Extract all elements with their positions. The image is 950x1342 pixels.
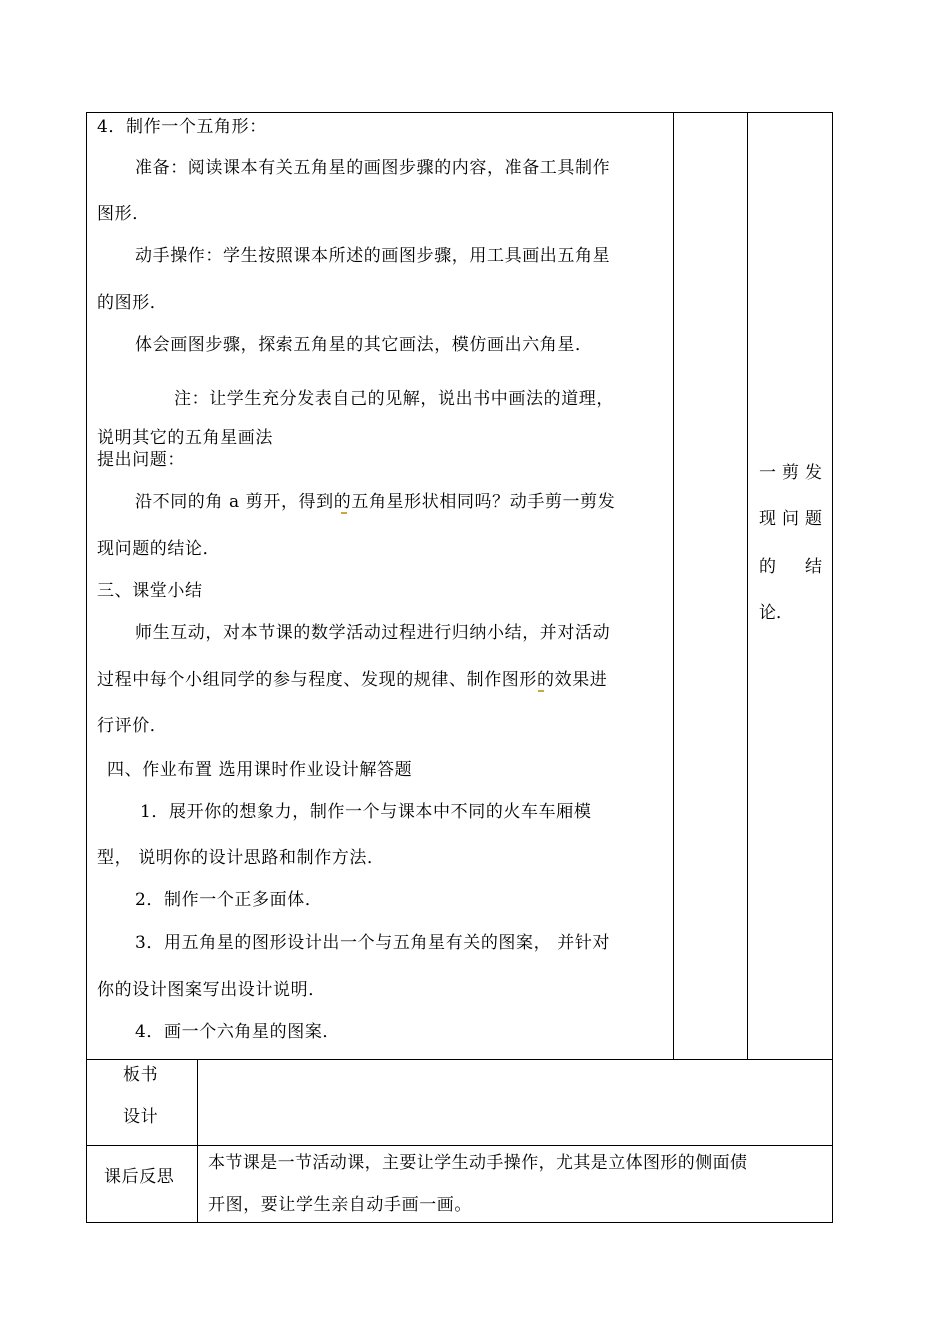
label-column-divider <box>197 1059 198 1223</box>
content-line: 过程中每个小组同学的参与程度、发现的规律、制作图形的效果进 <box>97 670 608 690</box>
content-line: 4．制作一个五角形： <box>97 117 267 137</box>
lesson-table <box>86 112 833 1223</box>
column-divider-2 <box>747 112 748 1060</box>
content-line: 师生互动，对本节课的数学活动过程进行归纳小结，并对活动 <box>135 623 611 643</box>
content-line: 4．画一个六角星的图案． <box>135 1022 341 1042</box>
content-line: 动手操作：学生按照课本所述的画图步骤，用工具画出五角星 <box>135 246 611 266</box>
side-note-line: 一剪发 <box>759 463 828 483</box>
row-divider-board <box>86 1059 833 1060</box>
board-design-label: 板书 <box>123 1065 159 1085</box>
side-note-line: 结 <box>805 557 822 577</box>
board-design-label: 设计 <box>123 1107 159 1127</box>
content-line: 你的设计图案写出设计说明． <box>97 980 326 1000</box>
reflection-text: 开图，要让学生亲自动手画一画。 <box>208 1195 472 1215</box>
reflection-label: 课后反思 <box>104 1167 175 1187</box>
column-divider-1 <box>673 112 674 1060</box>
section-heading: 四、作业布置 选用课时作业设计解答题 <box>107 760 413 780</box>
side-note-line: 现问题 <box>759 509 828 529</box>
reflection-text: 本节课是一节活动课，主要让学生动手操作，尤其是立体图形的侧面债 <box>208 1153 748 1173</box>
content-line: 提出问题： <box>97 450 185 470</box>
content-line: 现问题的结论． <box>97 539 221 559</box>
content-line: 的图形． <box>97 293 168 313</box>
content-line: 行评价． <box>97 716 168 736</box>
section-heading: 三、课堂小结 <box>97 581 203 601</box>
content-line: 图形． <box>97 204 150 224</box>
row-divider-reflection <box>86 1145 833 1146</box>
side-note-line: 论． <box>759 603 793 623</box>
edit-mark <box>538 690 544 692</box>
edit-mark <box>341 512 347 514</box>
content-line: 型， 说明你的设计思路和制作方法． <box>97 848 385 868</box>
side-note-line: 的 <box>759 557 776 577</box>
content-line: 沿不同的角 a 剪开，得到的五角星形状相同吗？动手剪一剪发 <box>135 492 616 512</box>
content-line: 注：让学生充分发表自己的见解，说出书中画法的道理， <box>174 389 614 409</box>
content-line: 2．制作一个正多面体． <box>135 890 323 910</box>
content-line: 3．用五角星的图形设计出一个与五角星有关的图案， 并针对 <box>135 933 611 953</box>
content-line: 1．展开你的想象力，制作一个与课本中不同的火车车厢模 <box>140 802 592 822</box>
content-line: 准备：阅读课本有关五角星的画图步骤的内容，准备工具制作 <box>135 158 611 178</box>
content-line: 说明其它的五角星画法 <box>97 428 273 448</box>
content-line: 体会画图步骤，探索五角星的其它画法，模仿画出六角星． <box>135 335 593 355</box>
